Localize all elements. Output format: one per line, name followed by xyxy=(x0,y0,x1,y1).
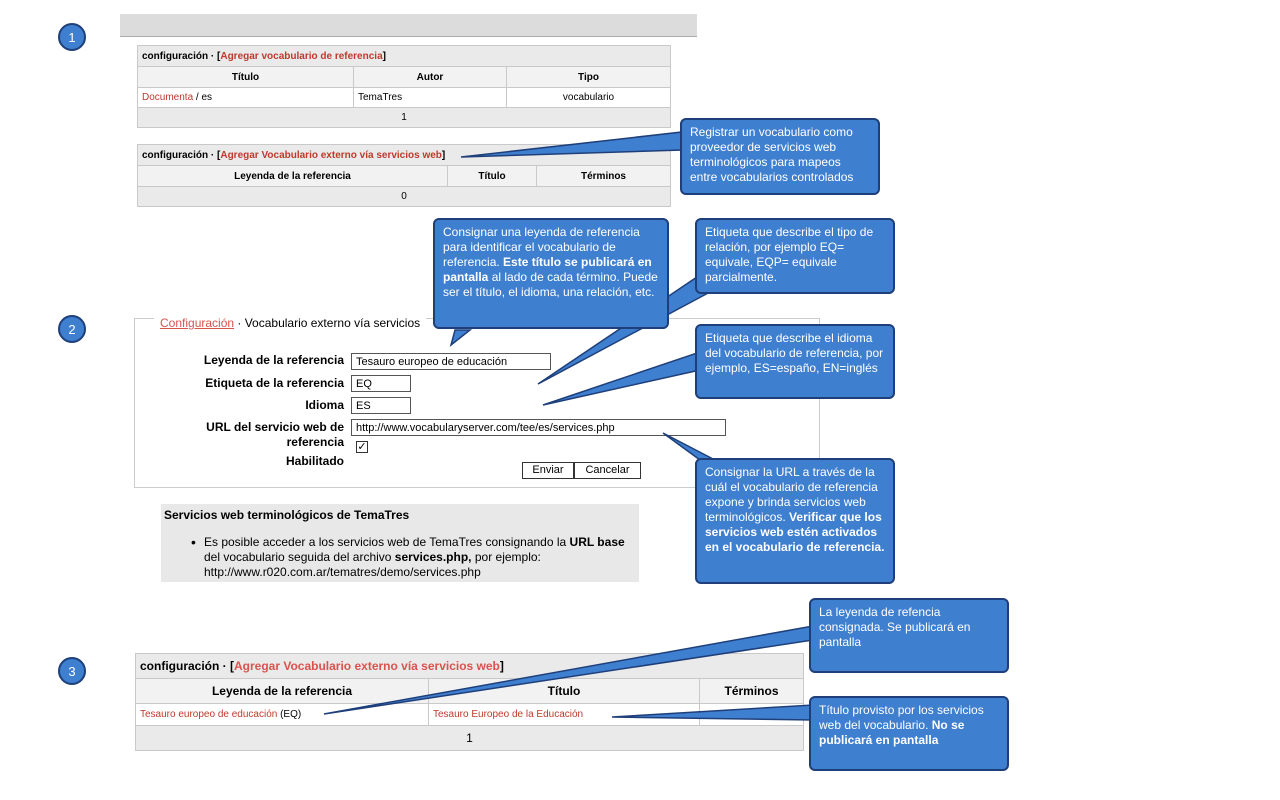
table-row: Tesauro europeo de educación (EQ) Tesauro Europeo de la Educación xyxy=(136,704,804,726)
callout-register-vocabulary: Registrar un vocabulario como proveedor de servicios web terminológicos para mapeos entre vocabularios controlados xyxy=(680,118,880,195)
configuration-link[interactable]: Configuración xyxy=(160,316,235,330)
table-footer-count: 1 xyxy=(138,108,671,128)
info-title: Servicios web terminológicos de TemaTres xyxy=(164,508,410,522)
callout-title-not-published: Título provisto por los servicios web del vocabulario. No se publicará en pantalla xyxy=(809,696,1009,771)
callout-tag: Etiqueta que describe el tipo de relación, por ejemplo EQ= equivale, EQP= equivale parcialmente. xyxy=(695,218,895,294)
column-header-type[interactable]: Tipo xyxy=(507,67,671,88)
column-header-title[interactable]: Título xyxy=(429,679,700,704)
cancel-button[interactable]: Cancelar xyxy=(574,462,641,479)
form-legend: Configuración · Vocabulario externo vía servicios xyxy=(154,316,426,330)
bullet-icon: • xyxy=(191,534,196,550)
enabled-checkbox[interactable]: ✓ xyxy=(357,441,367,453)
legend-input[interactable]: Tesauro europeo de educación xyxy=(351,353,551,370)
legend-link[interactable]: Tesauro europeo de educación xyxy=(140,709,278,720)
legend-label: Leyenda de la referencia xyxy=(203,353,344,367)
table-footer-count: 1 xyxy=(136,726,804,751)
callout-language: Etiqueta que describe el idioma del vocabulario de referencia, por ejemplo, ES=españo, EN=inglés xyxy=(695,324,895,399)
callout-url: Consignar la URL a través de la cuál el vocabulario de referencia expone y brinda servicios web terminológicos. Verificar que los servicios web estén activados en el vocabulario de referencia. xyxy=(695,458,895,584)
submit-button[interactable]: Enviar xyxy=(522,462,574,479)
table-row: Documenta / es TemaTres vocabulario xyxy=(138,88,671,108)
column-header-terms[interactable]: Términos xyxy=(700,679,804,704)
step-marker-2: 2 xyxy=(58,315,86,343)
step-marker-1: 1 xyxy=(58,23,86,51)
column-header-legend[interactable]: Leyenda de la referencia xyxy=(136,679,429,704)
column-header-legend[interactable]: Leyenda de la referencia xyxy=(138,166,448,187)
enabled-label: Habilitado xyxy=(285,454,344,468)
table-footer-count: 0 xyxy=(138,187,671,207)
pointer-callout-4 xyxy=(543,352,700,405)
language-input[interactable]: ES xyxy=(351,397,411,414)
pointer-callout-1 xyxy=(461,132,682,157)
step-marker-3: 3 xyxy=(58,657,86,685)
tag-input[interactable]: EQ xyxy=(351,375,411,392)
title-link[interactable]: Tesauro Europeo de la Educación xyxy=(433,709,584,720)
language-label: Idioma xyxy=(305,398,344,412)
tag-label: Etiqueta de la referencia xyxy=(205,376,344,390)
url-input[interactable]: http://www.vocabularyserver.com/tee/es/services.php xyxy=(351,419,726,436)
add-reference-vocabulary-link[interactable]: Agregar vocabulario de referencia xyxy=(220,50,383,62)
callout-published-legend: La leyenda de refencia consignada. Se publicará en pantalla xyxy=(809,598,1009,673)
column-header-title[interactable]: Título xyxy=(138,67,354,88)
table-caption: configuración · [Agregar Vocabulario externo vía servicios web] xyxy=(138,145,671,166)
table-caption: configuración · [Agregar Vocabulario externo vía servicios web] xyxy=(136,654,804,679)
column-header-title[interactable]: Título xyxy=(448,166,537,187)
column-header-author[interactable]: Autor xyxy=(354,67,507,88)
pointer-callout-2 xyxy=(451,330,470,345)
vocabulary-link[interactable]: Documenta xyxy=(142,92,194,103)
pointer-callout-5 xyxy=(663,433,715,460)
column-header-terms[interactable]: Términos xyxy=(537,166,671,187)
pointer-callout-7 xyxy=(612,705,813,720)
callout-legend: Consignar una leyenda de referencia para identificar el vocabulario de referencia. Este título se publicará en pantalla al lado de cada término. Puede ser el título, el idioma, una relación, etc. xyxy=(433,218,669,329)
add-external-vocabulary-link[interactable]: Agregar Vocabulario externo vía servicios web xyxy=(220,149,442,161)
table-caption: configuración · [Agregar vocabulario de referencia] xyxy=(138,46,671,67)
url-label: URL del servicio web de referencia xyxy=(206,420,344,449)
info-text: Es posible acceder a los servicios web de TemaTres consignando la URL base del vocabulario seguida del archivo services.php, por ejemplo: http://www.r020.com.ar/tematres/demo/services.php xyxy=(204,535,625,579)
add-external-vocabulary-link[interactable]: Agregar Vocabulario externo vía servicios web xyxy=(234,659,500,673)
pointer-callout-6 xyxy=(324,626,813,714)
